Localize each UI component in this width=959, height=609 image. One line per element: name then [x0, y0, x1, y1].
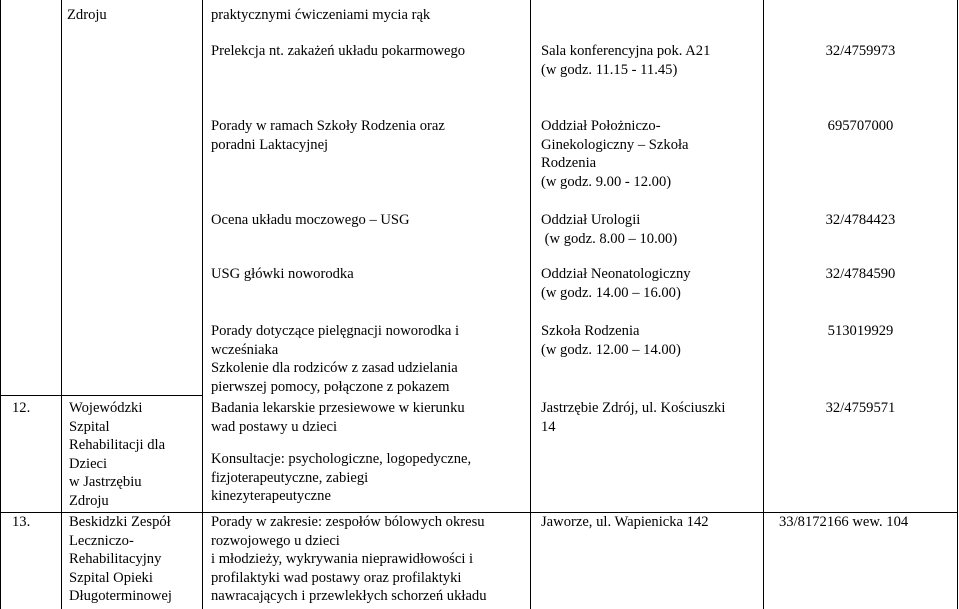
- place-line: (w godz. 9.00 - 12.00): [541, 173, 672, 190]
- institution-line: Beskidzki Zespół: [69, 514, 171, 530]
- table-border-left: [0, 0, 1, 609]
- activity-cell: Prelekcja nt. zakażeń układu pokarmowego: [211, 43, 466, 59]
- row-number: 13.: [12, 514, 31, 530]
- institution-cell: Zdroju: [67, 7, 107, 23]
- institution-line: Dzieci: [69, 455, 108, 472]
- place-line: 14: [541, 418, 556, 435]
- place-line: Ginekologiczny – Szkoła: [541, 136, 689, 153]
- row-divider: [0, 395, 203, 396]
- institution-line: Rehabilitacji dla: [69, 437, 166, 454]
- activity-line: Porady w ramach Szkoły Rodzenia oraz: [211, 118, 445, 134]
- table-border-col1: [61, 0, 62, 609]
- row-number: 12.: [12, 400, 31, 416]
- phone-cell: 32/4784423: [825, 212, 896, 228]
- place-line: (w godz. 12.00 – 14.00): [541, 341, 681, 358]
- activity-line: pierwszej pomocy, połączone z pokazem: [211, 378, 450, 395]
- table-border-right: [957, 0, 958, 609]
- institution-line: Wojewódzki: [69, 400, 143, 416]
- activity-line: poradni Laktacyjnej: [211, 136, 329, 153]
- activity-cell: praktycznymi ćwiczeniami mycia rąk: [211, 7, 431, 23]
- activity-cell: [211, 117, 445, 154]
- institution-line: Szpital Opieki: [69, 569, 153, 586]
- activity-line: i młodzieży, wykrywania nieprawidłowości i: [211, 551, 474, 568]
- place-cell: [541, 265, 691, 302]
- place-line: Oddział Neonatologiczny: [541, 266, 691, 282]
- institution-line: Leczniczo-: [69, 532, 134, 549]
- place-cell: [541, 399, 725, 436]
- place-line: (w godz. 11.15 - 11.45): [541, 61, 678, 78]
- activity-cell: [211, 322, 459, 396]
- place-cell: [541, 42, 710, 79]
- phone-cell: 695707000: [827, 118, 894, 134]
- place-line: Oddział Położniczo-: [541, 118, 661, 134]
- activity-line: Szkolenie dla rodziców z zasad udzielania: [211, 360, 458, 377]
- place-line: (w godz. 8.00 – 10.00): [541, 230, 678, 247]
- place-line: Oddział Urologii: [541, 212, 641, 228]
- activity-line: fizjoterapeutyczne, zabiegi: [211, 469, 369, 486]
- activity-line: Konsultacje: psychologiczne, logopedyczne,: [211, 451, 472, 468]
- table-border-col4: [763, 0, 764, 609]
- activity-cell: [211, 513, 487, 606]
- activity-line: rozwojowego u dzieci: [211, 532, 340, 549]
- place-cell: Jaworze, ul. Wapienicka 142: [541, 514, 709, 530]
- activity-cell: Ocena układu moczowego – USG: [211, 212, 410, 228]
- place-cell: [541, 322, 681, 359]
- activity-cell: USG główki noworodka: [211, 266, 354, 282]
- phone-cell: 513019929: [827, 323, 894, 339]
- table-border-col3: [530, 0, 531, 609]
- place-line: Sala konferencyjna pok. A21: [541, 43, 711, 59]
- institution-cell: [69, 513, 172, 606]
- place-line: Jastrzębie Zdrój, ul. Kościuszki: [541, 400, 726, 416]
- place-cell: [541, 117, 689, 191]
- institution-line: w Jastrzębiu: [69, 474, 142, 491]
- activity-cell: [211, 399, 471, 506]
- activity-line: wad postawy u dzieci: [211, 418, 338, 435]
- activity-line: Porady w zakresie: zespołów bólowych okresu: [211, 514, 485, 530]
- activity-line: Badania lekarskie przesiewowe w kierunku: [211, 400, 465, 416]
- institution-line: Zdroju: [69, 492, 109, 509]
- activity-line: Porady dotyczące pielęgnacji noworodka i: [211, 323, 460, 339]
- phone-cell: 32/4784590: [825, 266, 896, 282]
- place-line: (w godz. 14.00 – 16.00): [541, 284, 681, 301]
- phone-cell: 32/4759973: [825, 43, 896, 59]
- phone-cell: 33/8172166 wew. 104: [779, 514, 909, 530]
- place-line: Szkoła Rodzenia: [541, 323, 640, 339]
- phone-cell: 32/4759571: [825, 400, 896, 416]
- activity-line: wcześniaka: [211, 341, 279, 358]
- table-border-col2: [202, 0, 203, 609]
- activity-line: nawracających i przewlekłych schorzeń układu: [211, 588, 487, 605]
- institution-cell: [69, 399, 165, 511]
- place-cell: [541, 211, 677, 248]
- activity-line: kinezyterapeutyczne: [211, 488, 331, 505]
- institution-line: Rehabilitacyjny: [69, 551, 162, 568]
- institution-line: Długoterminowej: [69, 588, 172, 605]
- activity-line: profilaktyki wad postawy oraz profilaktyki: [211, 569, 462, 586]
- institution-line: Szpital: [69, 418, 110, 435]
- place-line: Rodzenia: [541, 155, 597, 172]
